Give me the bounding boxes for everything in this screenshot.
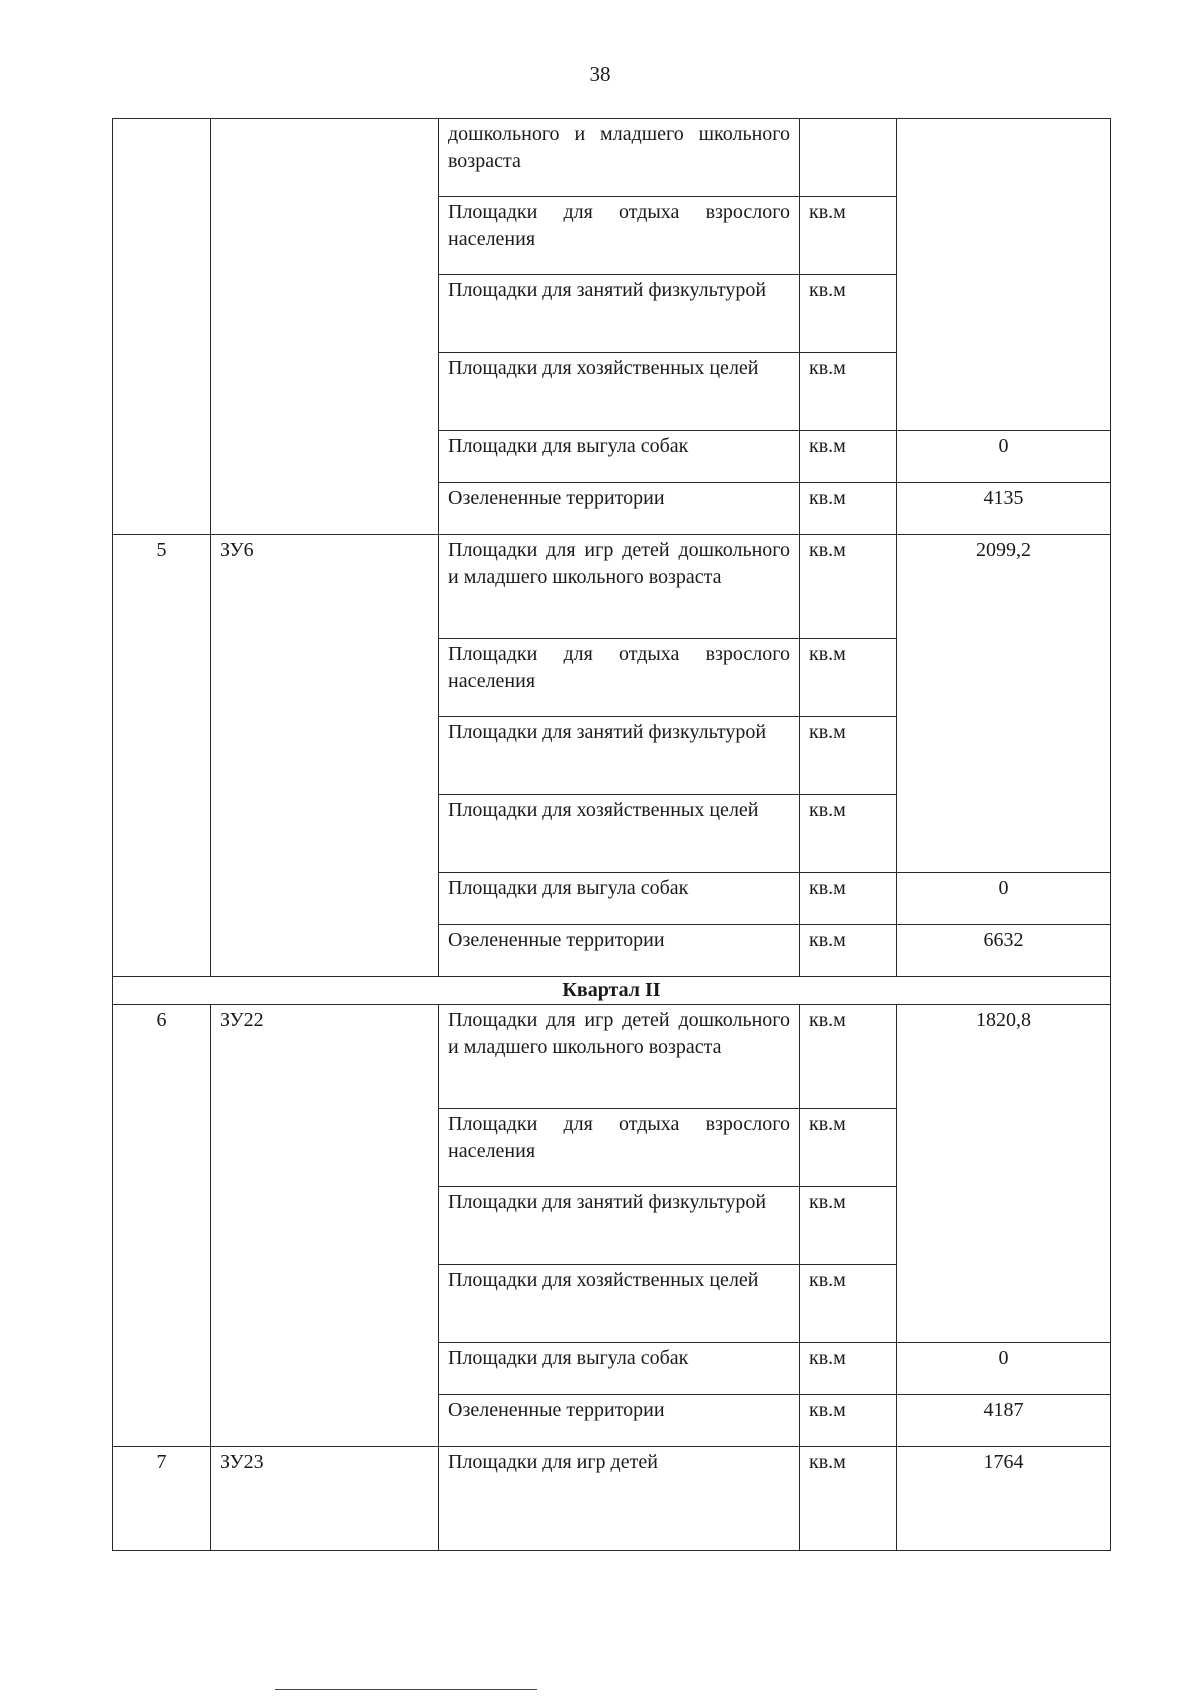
land-plot-cell: ЗУ6 — [211, 535, 439, 977]
land-plot-cell: ЗУ22 — [211, 1005, 439, 1447]
facility-name-cell: Площадки для хозяйственных целей — [439, 1265, 800, 1343]
area-value-cell: 6632 — [897, 925, 1111, 977]
area-value-cell: 0 — [897, 431, 1111, 483]
section-title: Квартал II — [113, 977, 1111, 1005]
facility-name-cell: Озелененные территории — [439, 1395, 800, 1447]
facility-name-cell: Площадки для выгула собак — [439, 431, 800, 483]
facility-name-cell: Площадки для хозяйственных целей — [439, 353, 800, 431]
facility-name-cell: Площадки для выгула собак — [439, 1343, 800, 1395]
unit-cell: кв.м — [800, 1447, 897, 1551]
area-value-cell: 4187 — [897, 1395, 1111, 1447]
table-row — [113, 1447, 1111, 1551]
row-number-cell: 5 — [113, 535, 211, 977]
facility-name-cell: Площадки для занятий физкультурой — [439, 717, 800, 795]
facility-name-cell: Озелененные территории — [439, 925, 800, 977]
section-row — [113, 977, 1111, 1005]
unit-cell: кв.м — [800, 535, 897, 639]
footer-rule — [275, 1689, 537, 1690]
unit-cell: кв.м — [800, 197, 897, 275]
unit-cell: кв.м — [800, 1343, 897, 1395]
unit-cell: кв.м — [800, 1395, 897, 1447]
facility-name-cell: Площадки для игр детей дошкольного и младшего школьного возраста — [439, 1005, 800, 1109]
unit-cell: кв.м — [800, 275, 897, 353]
area-value-cell: 2099,2 — [897, 535, 1111, 873]
unit-cell: кв.м — [800, 1005, 897, 1109]
facility-name-cell: Озелененные территории — [439, 483, 800, 535]
land-plot-cell — [211, 119, 439, 535]
facility-name-cell: дошкольного и младшего школьного возраста — [439, 119, 800, 197]
area-value-cell: 4135 — [897, 483, 1111, 535]
table-row — [113, 119, 1111, 197]
unit-cell: кв.м — [800, 925, 897, 977]
table-row — [113, 1005, 1111, 1109]
unit-cell: кв.м — [800, 483, 897, 535]
facility-name-cell: Площадки для игр детей — [439, 1447, 800, 1551]
unit-cell: кв.м — [800, 639, 897, 717]
unit-cell: кв.м — [800, 717, 897, 795]
area-value-cell — [897, 119, 1111, 431]
area-value-cell: 1764 — [897, 1447, 1111, 1551]
area-value-cell: 0 — [897, 1343, 1111, 1395]
unit-cell: кв.м — [800, 1109, 897, 1187]
row-number-cell — [113, 119, 211, 535]
facility-name-cell: Площадки для хозяйственных целей — [439, 795, 800, 873]
unit-cell — [800, 119, 897, 197]
facility-name-cell: Площадки для отдыха взрослого населения — [439, 1109, 800, 1187]
facility-name-cell: Площадки для занятий физкультурой — [439, 275, 800, 353]
unit-cell: кв.м — [800, 795, 897, 873]
land-plot-cell: ЗУ23 — [211, 1447, 439, 1551]
table-row — [113, 535, 1111, 639]
page-number: 38 — [589, 62, 611, 86]
unit-cell: кв.м — [800, 353, 897, 431]
unit-cell: кв.м — [800, 1265, 897, 1343]
unit-cell: кв.м — [800, 1187, 897, 1265]
unit-cell: кв.м — [800, 873, 897, 925]
row-number-cell: 6 — [113, 1005, 211, 1447]
row-number-cell: 7 — [113, 1447, 211, 1551]
land-plot-table — [112, 118, 1111, 1551]
facility-name-cell: Площадки для отдыха взрослого населения — [439, 639, 800, 717]
facility-name-cell: Площадки для занятий физкультурой — [439, 1187, 800, 1265]
area-value-cell: 0 — [897, 873, 1111, 925]
facility-name-cell: Площадки для выгула собак — [439, 873, 800, 925]
facility-name-cell: Площадки для отдыха взрослого населения — [439, 197, 800, 275]
facility-name-cell: Площадки для игр детей дошкольного и младшего школьного возраста — [439, 535, 800, 639]
area-value-cell: 1820,8 — [897, 1005, 1111, 1343]
unit-cell: кв.м — [800, 431, 897, 483]
